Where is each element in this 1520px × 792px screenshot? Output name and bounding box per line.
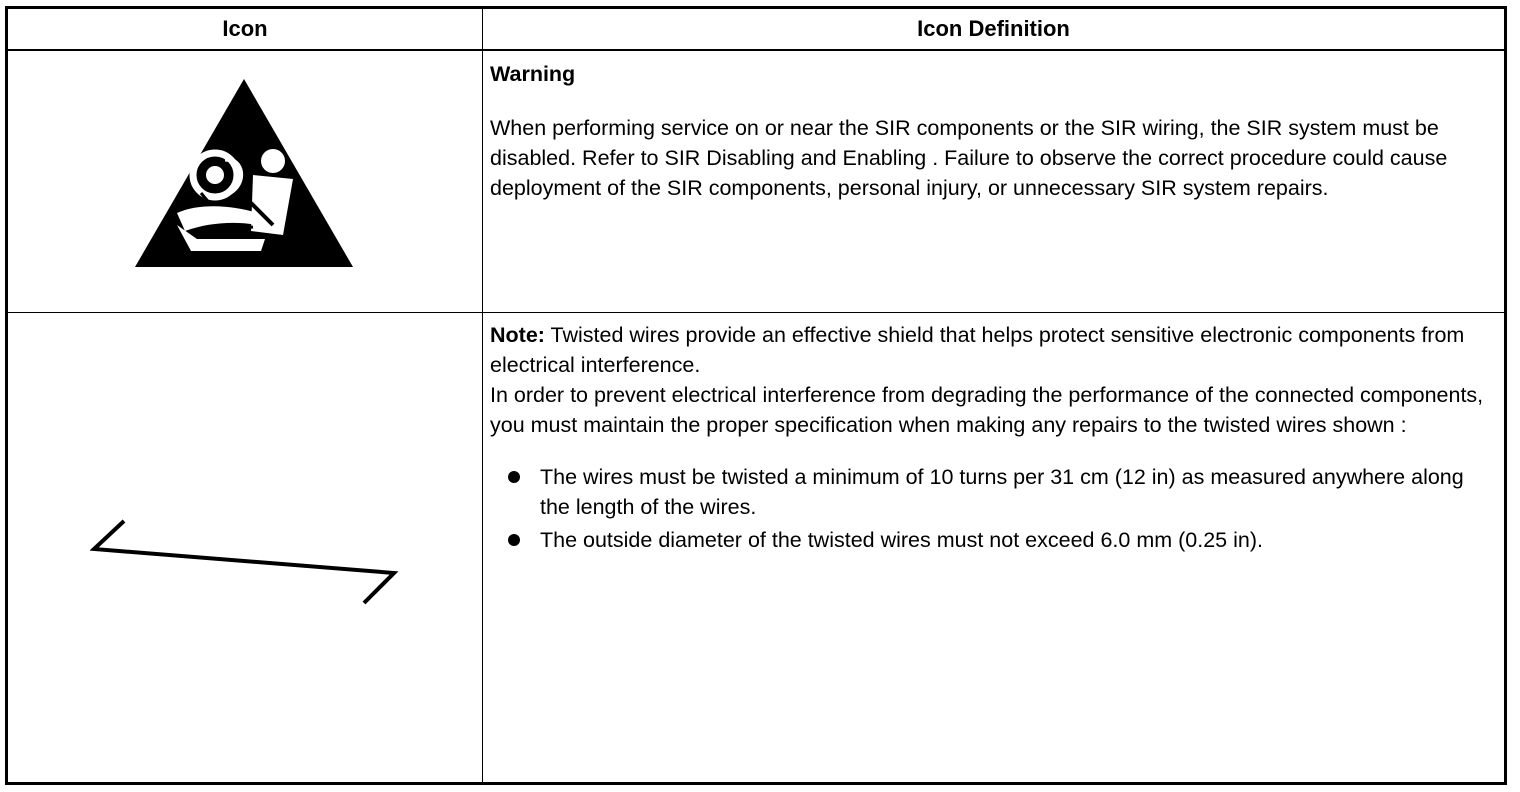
definition-cell-warning xyxy=(483,51,1504,312)
list-item-text: The wires must be twisted a minimum of 10 turns per 31 cm (12 in) as measured anywhere along the length of the wires. xyxy=(540,465,1464,519)
definition-cell-twisted-wire xyxy=(483,313,1504,782)
twisted-wire-icon xyxy=(90,517,400,607)
list-item-text: The outside diameter of the twisted wires must not exceed 6.0 mm (0.25 in). xyxy=(540,528,1263,552)
icon-definition-table xyxy=(5,6,1507,785)
header-icon: Icon xyxy=(222,16,268,41)
bullet-icon xyxy=(508,534,520,546)
airbag-warning-icon xyxy=(133,75,355,271)
warning-title: Warning xyxy=(490,62,576,86)
header-icon-definition: Icon Definition xyxy=(917,16,1070,41)
twisted-wire-body: In order to prevent electrical interference from degrading the performance of the connected components, you must maintain the proper specification when making any repairs to the twisted wires shown : xyxy=(490,383,1484,437)
note-text: Twisted wires provide an effective shield that helps protect sensitive electronic components from electrical interference. xyxy=(490,323,1465,377)
list-item xyxy=(490,462,1498,522)
specification-list xyxy=(490,462,1498,555)
warning-body: When performing service on or near the SIR components or the SIR wiring, the SIR system must be disabled. Refer to SIR Disabling and Enabling . Failure to observe the correct procedure could cause deployment of the SIR components, personal injury, or unnecessary SIR system repairs. xyxy=(490,116,1448,200)
list-item xyxy=(490,525,1498,555)
note-paragraph xyxy=(490,320,1498,380)
note-label: Note: xyxy=(490,323,545,347)
icon-cell-warning xyxy=(8,51,482,312)
bullet-icon xyxy=(508,471,520,483)
icon-cell-twisted-wire xyxy=(8,313,482,782)
